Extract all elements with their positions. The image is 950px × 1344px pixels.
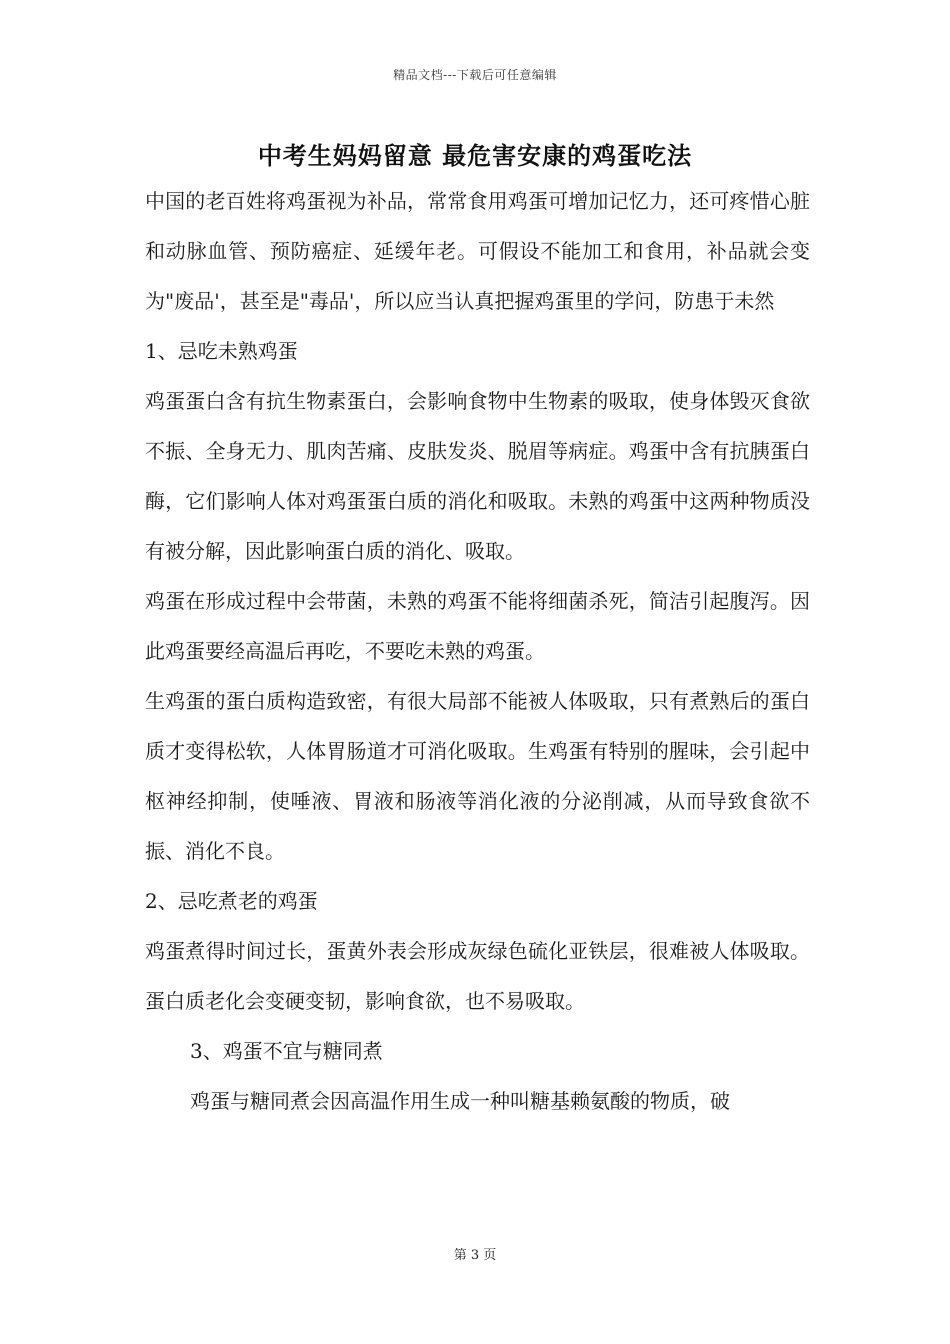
header-note: 精品文档---下载后可任意编辑 xyxy=(393,68,557,82)
page-number: 第 3 页 xyxy=(453,1248,497,1263)
section-heading-1: 1、忌吃未熟鸡蛋 xyxy=(145,339,298,363)
document-title: 中考生妈妈留意 最危害安康的鸡蛋吃法 xyxy=(257,141,693,170)
paragraph: 生鸡蛋的蛋白质构造致密，有很大局部不能被人体吸取，只有煮熟后的蛋白质才变得松软，人体胃肠道才可消化吸取。生鸡蛋有特别的腥味，会引起中枢神经抑制，使唾液、胃液和肠液等消化液的分泌削减，从而导致食欲不振、消化不良。 xyxy=(145,689,810,863)
paragraph: 鸡蛋与糖同煮会因高温作用生成一种叫糖基赖氨酸的物质，破 xyxy=(190,1089,730,1113)
paragraph: 鸡蛋在形成过程中会带菌，未熟的鸡蛋不能将细菌杀死，简洁引起腹泻。因此鸡蛋要经高温后再吃，不要吃未熟的鸡蛋。 xyxy=(145,589,810,663)
document-body xyxy=(145,176,810,1126)
paragraph-intro: 中国的老百姓将鸡蛋视为补品，常常食用鸡蛋可增加记忆力，还可疼惜心脏和动脉血管、预防癌症、延缓年老。可假设不能加工和食用，补品就会变为"废品'，甚至是"毒品'，所以应当认真把握鸡蛋里的学问，防患于未然 xyxy=(145,189,810,313)
paragraph: 鸡蛋蛋白含有抗生物素蛋白，会影响食物中生物素的吸取，使身体毁灭食欲不振、全身无力、肌肉苦痛、皮肤发炎、脱眉等病症。鸡蛋中含有抗胰蛋白酶，它们影响人体对鸡蛋蛋白质的消化和吸取。未熟的鸡蛋中这两种物质没有被分解，因此影响蛋白质的消化、吸取。 xyxy=(145,389,810,563)
section-heading-2: 2、忌吃煮老的鸡蛋 xyxy=(145,889,318,913)
paragraph: 鸡蛋煮得时间过长，蛋黄外表会形成灰绿色硫化亚铁层，很难被人体吸取。蛋白质老化会变硬变韧，影响食欲，也不易吸取。 xyxy=(145,939,810,1013)
section-heading-3: 3、鸡蛋不宜与糖同煮 xyxy=(190,1039,383,1063)
